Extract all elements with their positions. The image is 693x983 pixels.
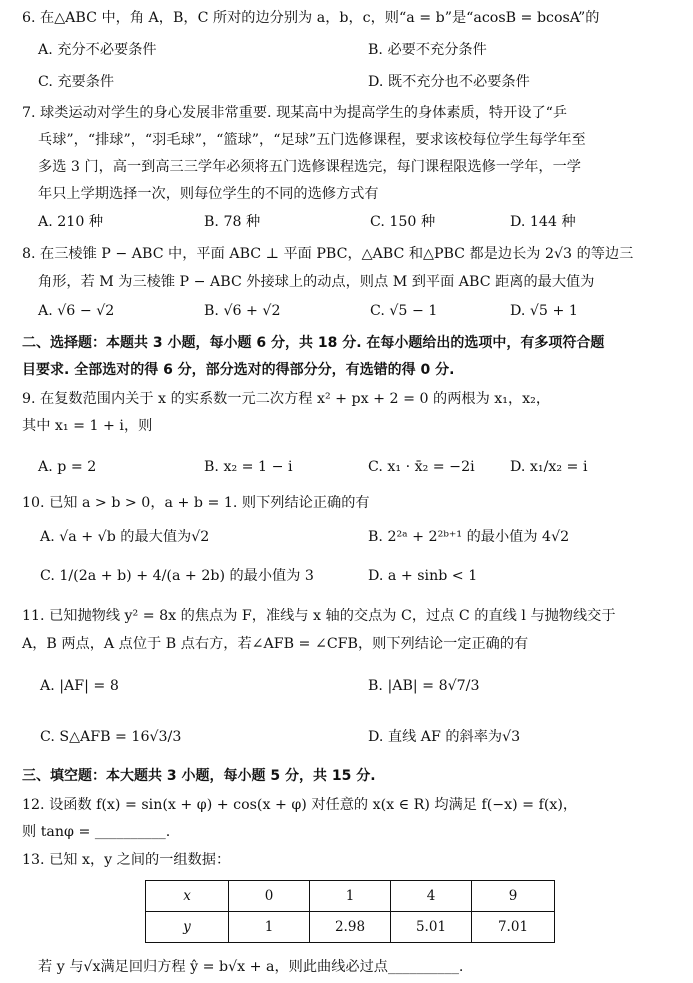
q7-line-3: 多选 3 门，高一到高三三学年必须将五门选修课程选完，每门课程限选修一学年，一学 (38, 159, 581, 175)
q6-option-a: A. 充分不必要条件 (38, 42, 157, 58)
q10-option-a: A. √a + √b 的最大值为√2 (40, 529, 210, 545)
table-cell: 9 (472, 881, 555, 912)
q11-option-b: B. |AB| = 8√7/3 (368, 678, 480, 694)
table-cell-y-label: y (146, 912, 229, 943)
q9-option-b: B. x₂ = 1 − i (204, 459, 293, 475)
q12-line-2: 则 tanφ = __________. (22, 824, 171, 840)
section-2-title-line-1: 二、选择题：本题共 3 小题，每小题 6 分，共 18 分. 在每小题给出的选项中，有多项符合题 (22, 335, 605, 351)
q13-data-table (145, 880, 555, 943)
q11-option-c: C. S△AFB = 16√3/3 (40, 729, 182, 745)
table-cell: 1 (229, 912, 310, 943)
q11-line-1: 11. 已知抛物线 y² = 8x 的焦点为 F，准线与 x 轴的交点为 C，过点 C 的直线 l 与抛物线交于 (22, 608, 616, 624)
section-2-title-line-2: 目要求. 全部选对的得 6 分，部分选对的得部分分，有选错的得 0 分. (22, 362, 455, 378)
q9-line-1: 9. 在复数范围内关于 x 的实系数一元二次方程 x² + px + 2 = 0 的两根为 x₁，x₂， (22, 391, 551, 407)
q8-line-1: 8. 在三棱锥 P − ABC 中，平面 ABC ⊥ 平面 PBC，△ABC 和△PBC 都是边长为 2√3 的等边三 (22, 246, 634, 262)
q7-option-d: D. 144 种 (510, 214, 576, 230)
q7-option-c: C. 150 种 (370, 214, 436, 230)
q6-option-b: B. 必要不充分条件 (368, 42, 487, 58)
q7-line-1: 7. 球类运动对学生的身心发展非常重要. 现某高中为提高学生的身体素质，特开设了“乒 (22, 105, 568, 121)
q6-option-d: D. 既不充分也不必要条件 (368, 74, 530, 90)
q8-option-a: A. √6 − √2 (38, 303, 115, 319)
table-cell: 7.01 (472, 912, 555, 943)
table-cell: 5.01 (391, 912, 472, 943)
q8-option-c: C. √5 − 1 (370, 303, 438, 319)
q6-option-c: C. 充要条件 (38, 74, 115, 90)
q7-option-a: A. 210 种 (38, 214, 104, 230)
q7-line-4: 年只上学期选择一次，则每位学生的不同的选修方式有 (38, 186, 379, 202)
table-cell: 2.98 (310, 912, 391, 943)
q9-option-d: D. x₁/x₂ = i (510, 459, 588, 475)
table-cell: 1 (310, 881, 391, 912)
q10-stem: 10. 已知 a > b > 0，a + b = 1. 则下列结论正确的有 (22, 495, 370, 511)
section-3-title: 三、填空题：本大题共 3 小题，每小题 5 分，共 15 分. (22, 768, 376, 784)
q13-stem: 13. 已知 x，y 之间的一组数据： (22, 852, 231, 868)
table-cell: 0 (229, 881, 310, 912)
q8-line-2: 角形，若 M 为三棱锥 P − ABC 外接球上的动点，则点 M 到平面 ABC 距离的最大值为 (38, 274, 595, 290)
q9-option-c: C. x₁ · x̄₂ = −2i (368, 459, 475, 475)
q11-option-d: D. 直线 AF 的斜率为√3 (368, 729, 521, 745)
table-cell: 4 (391, 881, 472, 912)
q10-option-c: C. 1/(2a + b) + 4/(a + 2b) 的最小值为 3 (40, 568, 314, 584)
q8-option-d: D. √5 + 1 (510, 303, 578, 319)
table-row-x (146, 881, 555, 912)
q8-option-b: B. √6 + √2 (204, 303, 281, 319)
q6-stem: 6. 在△ABC 中，角 A，B，C 所对的边分别为 a，b，c，则“a = b”是“acosB = bcosA”的 (22, 10, 600, 26)
q10-option-b: B. 2²ᵃ + 2²ᵇ⁺¹ 的最小值为 4√2 (368, 529, 570, 545)
q10-option-d: D. a + sinb < 1 (368, 568, 478, 584)
q13-tail: 若 y 与√x满足回归方程 ŷ = b√x + a，则此曲线必过点__________. (38, 959, 464, 975)
q7-line-2: 乓球”，“排球”，“羽毛球”，“篮球”，“足球”五门选修课程，要求该校每位学生每学年至 (38, 132, 586, 148)
q7-option-b: B. 78 种 (204, 214, 261, 230)
q9-option-a: A. p = 2 (38, 459, 97, 475)
q9-line-2: 其中 x₁ = 1 + i，则 (22, 418, 153, 434)
q12-line-1: 12. 设函数 f(x) = sin(x + φ) + cos(x + φ) 对任意的 x(x ∈ R) 均满足 f(−x) = f(x)， (22, 797, 578, 813)
q11-line-2: A，B 两点，A 点位于 B 点右方，若∠AFB = ∠CFB，则下列结论一定正确的有 (22, 636, 529, 652)
table-row-y (146, 912, 555, 943)
table-cell-x-label: x (146, 881, 229, 912)
q11-option-a: A. |AF| = 8 (40, 678, 119, 694)
